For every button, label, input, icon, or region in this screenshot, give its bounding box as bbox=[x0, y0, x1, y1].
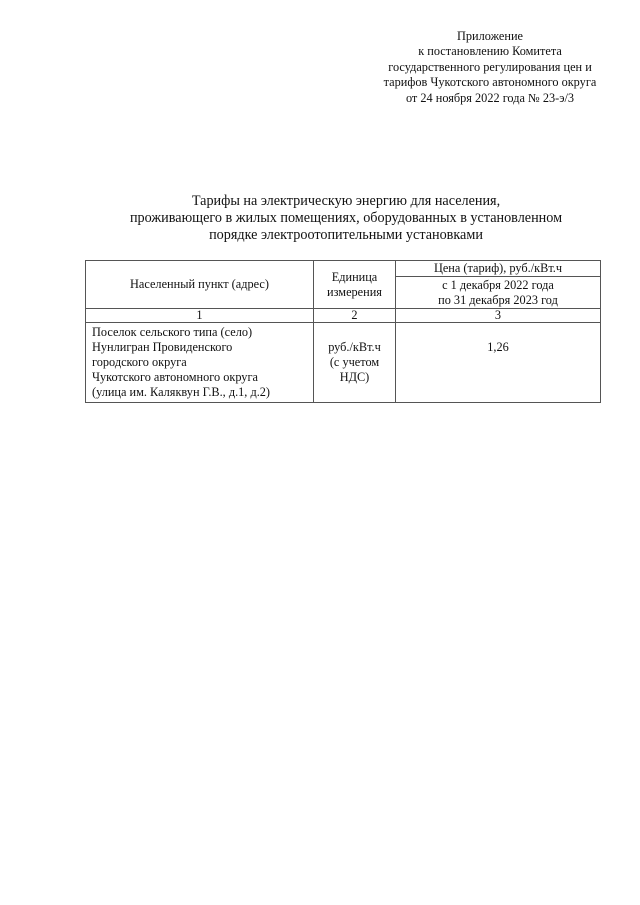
table-row bbox=[86, 323, 601, 403]
header-period-line: по 31 декабря 2023 год bbox=[438, 292, 558, 307]
settlement-line: Поселок сельского типа (село) bbox=[92, 325, 253, 339]
unit-line: НДС) bbox=[339, 370, 370, 384]
header-period-line: с 1 декабря 2022 года bbox=[442, 277, 554, 292]
settlement-line: городского округа bbox=[92, 355, 187, 369]
appendix-line: тарифов Чукотского автономного округа bbox=[383, 75, 597, 90]
settlement-line: Чукотского автономного округа bbox=[92, 370, 258, 384]
price-cell: 1,26 bbox=[396, 323, 601, 403]
header-unit-line: Единица bbox=[331, 269, 378, 284]
unit-line: руб./кВт.ч bbox=[328, 340, 381, 354]
header-price: Цена (тариф), руб./кВт.ч bbox=[396, 261, 601, 277]
tariff-table bbox=[85, 260, 601, 403]
header-unit bbox=[314, 261, 396, 309]
column-number: 3 bbox=[396, 309, 601, 323]
appendix-line: государственного регулирования цен и bbox=[388, 59, 592, 74]
settlement-line: (улица им. Каляквун Г.В., д.1, д.2) bbox=[92, 385, 271, 399]
header-period bbox=[396, 277, 601, 309]
settlement-cell bbox=[86, 323, 314, 403]
title-line: проживающего в жилых помещениях, оборудованных в установленном bbox=[129, 210, 563, 226]
header-unit-line: измерения bbox=[327, 284, 382, 299]
appendix-line: от 24 ноября 2022 года № 23-э/3 bbox=[405, 90, 575, 105]
column-number: 2 bbox=[314, 309, 396, 323]
title-line: порядке электроотопительными установками bbox=[209, 227, 483, 243]
appendix-line: к постановлению Комитета bbox=[418, 44, 562, 59]
title-line: Тарифы на электрическую энергию для населения, bbox=[191, 193, 501, 209]
appendix-line: Приложение bbox=[457, 29, 523, 43]
header-settlement: Населенный пункт (адрес) bbox=[86, 261, 314, 309]
appendix-header bbox=[340, 29, 640, 106]
unit-cell bbox=[314, 323, 396, 403]
document-title bbox=[90, 193, 602, 244]
column-number: 1 bbox=[86, 309, 314, 323]
settlement-line: Нунлигран Провиденского bbox=[92, 340, 233, 354]
unit-line: (с учетом bbox=[329, 355, 380, 369]
